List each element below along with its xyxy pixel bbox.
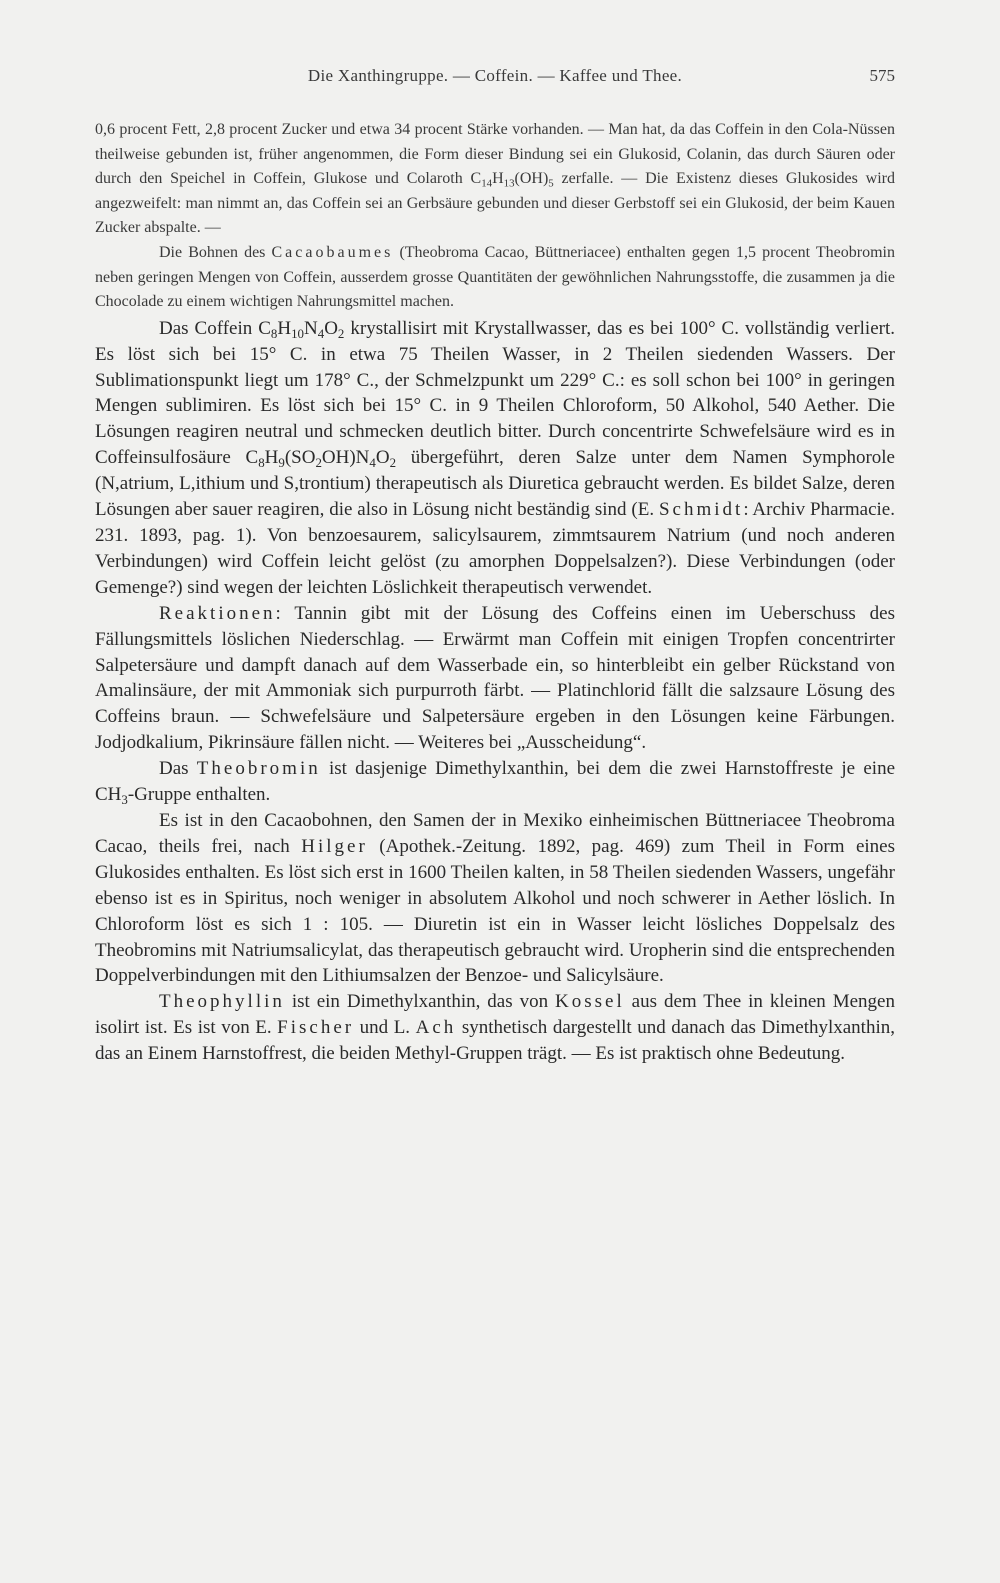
main-text-section bbox=[95, 316, 895, 1067]
page-header bbox=[95, 60, 895, 100]
spaced-term: Schmidt bbox=[658, 499, 744, 521]
spaced-term: Reaktionen bbox=[159, 602, 276, 624]
paragraph-theobromin: Das Theobromin ist dasjenige Dimethylxanthin, bei dem die zwei Harnstoffreste je eine $CH_3$-Gruppe enthalten. bbox=[95, 758, 895, 807]
spaced-term: Hilger bbox=[301, 835, 368, 857]
paragraph-theobromin-occurrence: Es ist in den Cacaobohnen, den Samen der in Mexiko einheimischen Büttneriacee Theobroma Cacao, theils frei, nach Hilger (Apothek.-Zeitung. 1892, pag. 469) zum Theil in Form eines Glukosides enthalten. Es löst sich erst in 1600 Theilen kalten, in 58 Theilen siedenden Wassers, ungefähr ebenso ist es in Spiritus, noch weniger in absolutem Alkohol und noch schwerer in Aether löslich. In Chloroform löst es sich 1 : 105. — Diuretin ist ein in Wasser leicht lösliches Doppelsalz des Theobromins mit Natriumsalicylat, das therapeutisch gebraucht wird. Uropherin sind die entsprechenden Doppelverbindungen mit den Lithiumsalzen der Benzoe- und Salicylsäure. bbox=[95, 809, 896, 987]
paragraph-reactions: Reaktionen: Tannin gibt mit der Lösung des Coffeins einen im Ueberschuss des Fällungsmittels löslichen Niederschlag. — Erwärmt man Coffein mit einigen Tropfen concentrirter Salpetersäure und dampft danach auf dem Wasserbade ein, so hinterbleibt ein gelber Rückstand von Amalinsäure, der mit Ammoniak sich purpurroth färbt. — Platinchlorid fällt die salzsaure Lösung des Coffeins braun. — Schwefelsäure und Salpetersäure ergeben in den Lösungen keine Färbungen. Jodjodkalium, Pikrinsäure fällen nicht. — Weiteres bei „Ausscheidung“. bbox=[95, 602, 895, 754]
spaced-term: Cacaobaumes bbox=[271, 243, 394, 261]
paragraph-coffein-properties: Das Coffein $C_8H_{10}N_4O_2$ krystallisirt mit Krystallwasser, das es bei 100° C. vollständig verliert. Es löst sich bei 15° C. in etwa 75 Theilen Wasser, in 2 Theilen siedenden Wassers. Der Sublimationspunkt liegt um 178° C., der Schmelzpunkt um 229° C.: es soll schon bei 100° in geringen Mengen sublimiren. Es löst sich bei 15° C. in 9 Theilen Chloroform, 50 Alkohol, 540 Aether. Die Lösungen reagiren neutral und schmecken deutlich bitter. Durch concentrirte Schwefelsäure wird es in Coffeinsulfosäure $C_8H_9(SO_2OH)N_4O_2$ übergeführt, deren Salze unter dem Namen Symphorole (N,atrium, L,ithium und S,trontium) therapeutisch als Diuretica gebraucht werden. Es bildet Salze, deren Lösungen aber sauer reagiren, die also in Lösung nicht beständig sind (E. Schmidt: Archiv Pharmacie. 231. 1893, pag. 1). Von benzoesaurem, salicylsaurem, zimmtsaurem Natrium (und noch anderen Verbindungen) wird Coffein leicht gelöst (zu amorphen Doppelsalzen?). Diese Verbindungen (oder Gemenge?) sind wegen der leichten Löslichkeit therapeutisch verwendet. bbox=[95, 317, 895, 598]
spaced-term: Fischer bbox=[277, 1017, 355, 1039]
spaced-term: Theophyllin bbox=[159, 991, 285, 1013]
paragraph-theophyllin: Theophyllin ist ein Dimethylxanthin, das von Kossel aus dem Thee in kleinen Mengen isolirt ist. Es ist von E. Fischer und L. Ach synthetisch dargestellt und danach das Dimethylxanthin, das an Einem Harnstoffrest, die beiden Methyl-Gruppen trägt. — Es ist praktisch ohne Bedeutung. bbox=[95, 991, 895, 1065]
spaced-term: Kossel bbox=[555, 991, 625, 1013]
paragraph-cacao: Die Bohnen des Cacaobaumes (Theobroma Cacao, Büttneriacee) enthalten gegen 1,5 procent Theobromin neben geringen Mengen von Coffein, ausserdem grosse Quantitäten der gewöhnlichen Nahrungsstoffe, die zusammen ja die Chocolade zu einem wichtigen Nahrungsmittel machen. bbox=[95, 243, 895, 311]
page-number: 575 bbox=[869, 66, 895, 85]
spaced-term: Ach bbox=[415, 1017, 457, 1039]
small-print-section bbox=[95, 118, 895, 315]
page-body bbox=[95, 118, 895, 1067]
paragraph-cola-nuts: 0,6 procent Fett, 2,8 procent Zucker und etwa 34 procent Stärke vorhanden. — Man hat, da das Coffein in den Cola-Nüssen theilweise gebunden ist, früher angenommen, die Form dieser Bindung sei ein Glukosid, Colanin, das durch Säuren oder durch den Speichel in Coffein, Glukose und Colaroth $C_{14}H_{13}(OH)_5$ zerfalle. — Die Existenz dieses Glukosides wird angezweifelt: man nimmt an, das Coffein sei an Gerbsäure gebunden und dieser Gerbstoff sei ein Glukosid, der beim Kauen Zucker abspalte. — bbox=[95, 121, 895, 237]
running-head: Die Xanthingruppe. — Coffein. — Kaffee und Thee. bbox=[307, 66, 683, 85]
spaced-term: Theobromin bbox=[196, 758, 321, 780]
